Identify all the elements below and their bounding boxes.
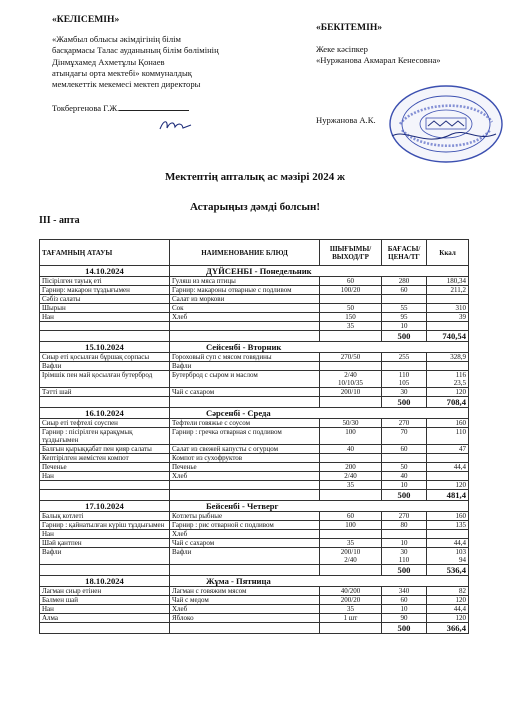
entrepreneur-line-2: «Нуржанова Акмарал Кенесовна»: [316, 55, 441, 66]
kcal-cell: 310: [427, 304, 469, 313]
yield-cell: 150: [320, 313, 382, 322]
total-kcal: 740,54: [427, 331, 469, 342]
table-row: [40, 463, 469, 472]
table-row: [40, 419, 469, 428]
total-kcal: 708,4: [427, 397, 469, 408]
week-label: ІІІ - апта: [39, 215, 80, 226]
table-header-row: [40, 240, 469, 266]
empty-cell: [170, 565, 320, 576]
kcal-cell: 39: [427, 313, 469, 322]
empty-cell: [40, 331, 170, 342]
day-header-row: [40, 576, 469, 587]
col-header-price: БАҒАСЫ/ ЦЕНА/ТГ: [382, 240, 427, 266]
table-row: [40, 286, 469, 295]
yield-cell: 50/30: [320, 419, 382, 428]
price-cell: 340: [382, 587, 427, 596]
dish-name-kz: Гарнир : қайнатылған күріш тұздығымен: [40, 521, 170, 530]
kcal-cell: 120: [427, 614, 469, 623]
yield-cell: 200/10: [320, 388, 382, 397]
price-cell: 280: [382, 277, 427, 286]
yield-cell: 200: [320, 463, 382, 472]
dish-name-kz: Алма: [40, 614, 170, 623]
yield-cell: 35: [320, 539, 382, 548]
approver-line-2: басқармасы Талас ауданының білім бөлімінің: [52, 45, 219, 56]
dish-name-ru: Бутерброд с сыром и маслом: [170, 371, 320, 388]
dish-name-ru: Печенье: [170, 463, 320, 472]
kcal-cell: 180,34: [427, 277, 469, 286]
price-cell: 10: [382, 481, 427, 490]
price-cell: 270: [382, 512, 427, 521]
empty-cell: [40, 565, 170, 576]
day-date: 16.10.2024: [40, 408, 170, 419]
kcal-cell: [427, 472, 469, 481]
table-row: [40, 304, 469, 313]
empty-cell: [40, 623, 170, 634]
price-cell: 30: [382, 388, 427, 397]
day-name: Жұма - Пятница: [170, 576, 469, 587]
empty-cell: [320, 623, 382, 634]
approver-line-5: мемлекеттік мекемесі мектеп директоры: [52, 79, 201, 90]
price-cell: 30 110: [382, 548, 427, 565]
dish-name-kz: Сиыр еті қосылған бұршақ сорпасы: [40, 353, 170, 362]
kcal-cell: [427, 362, 469, 371]
total-kcal: 481,4: [427, 490, 469, 501]
kcal-cell: 110: [427, 428, 469, 445]
dish-name-ru: [170, 481, 320, 490]
approver-line-3: Дінмұхамед Ахметұлы Қонаев: [52, 56, 165, 67]
yield-cell: 40/200: [320, 587, 382, 596]
price-cell: [382, 362, 427, 371]
day-header-row: [40, 501, 469, 512]
dish-name-kz: Гарнир : пісірілген қарақұмық тұздығымен: [40, 428, 170, 445]
price-cell: 70: [382, 428, 427, 445]
table-row: [40, 388, 469, 397]
table-row: [40, 295, 469, 304]
empty-cell: [320, 331, 382, 342]
price-cell: 10: [382, 539, 427, 548]
price-cell: 40: [382, 472, 427, 481]
entrepreneur-line-1: Жеке кәсіпкер: [316, 44, 368, 55]
dish-name-ru: Чай с сахаром: [170, 388, 320, 397]
dish-name-ru: [170, 322, 320, 331]
kcal-cell: 135: [427, 521, 469, 530]
price-cell: [382, 295, 427, 304]
dish-name-kz: Сәбіз салаты: [40, 295, 170, 304]
kcal-cell: 211,2: [427, 286, 469, 295]
dish-name-kz: Нан: [40, 472, 170, 481]
yield-cell: 100: [320, 521, 382, 530]
table-row: [40, 277, 469, 286]
dish-name-ru: Хлеб: [170, 605, 320, 614]
dish-name-ru: Гороховый суп с мясом говядины: [170, 353, 320, 362]
price-cell: 60: [382, 596, 427, 605]
empty-cell: [40, 490, 170, 501]
price-cell: 60: [382, 286, 427, 295]
signature-line-left: [52, 102, 292, 114]
yield-cell: [320, 530, 382, 539]
price-cell: 10: [382, 605, 427, 614]
kcal-cell: 160: [427, 419, 469, 428]
kcal-cell: 44,4: [427, 539, 469, 548]
table-row: [40, 322, 469, 331]
page-title: Мектептің апталық ас мәзірі 2024 ж: [165, 171, 345, 183]
table-row: [40, 521, 469, 530]
empty-cell: [320, 490, 382, 501]
yield-cell: 200/10 2/40: [320, 548, 382, 565]
table-row: [40, 614, 469, 623]
dish-name-ru: Салат из моркови: [170, 295, 320, 304]
yield-cell: 200/20: [320, 596, 382, 605]
kcal-cell: [427, 322, 469, 331]
dish-name-ru: Гарнир: макароны отварные с подливом: [170, 286, 320, 295]
kcal-cell: 47: [427, 445, 469, 454]
yield-cell: 35: [320, 481, 382, 490]
yield-cell: 1 шт: [320, 614, 382, 623]
dish-name-ru: Вафли: [170, 362, 320, 371]
kcal-cell: 103 94: [427, 548, 469, 565]
kcal-cell: 82: [427, 587, 469, 596]
table-row: [40, 428, 469, 445]
yield-cell: 270/50: [320, 353, 382, 362]
empty-cell: [170, 623, 320, 634]
empty-cell: [40, 397, 170, 408]
price-cell: 60: [382, 445, 427, 454]
signatory-name-right: Нуржанова А.К.: [316, 114, 376, 125]
kcal-cell: [427, 295, 469, 304]
price-cell: 10: [382, 322, 427, 331]
day-total-row: [40, 490, 469, 501]
kcal-cell: [427, 454, 469, 463]
total-price: 500: [382, 397, 427, 408]
day-name: Сәрсенбі - Среда: [170, 408, 469, 419]
day-date: 15.10.2024: [40, 342, 170, 353]
dish-name-ru: Сок: [170, 304, 320, 313]
table-row: [40, 512, 469, 521]
dish-name-kz: Вафли: [40, 362, 170, 371]
day-total-row: [40, 623, 469, 634]
empty-cell: [320, 397, 382, 408]
kcal-cell: 160: [427, 512, 469, 521]
kcal-cell: [427, 530, 469, 539]
price-cell: 80: [382, 521, 427, 530]
dish-name-kz: Тәтті шай: [40, 388, 170, 397]
dish-name-kz: [40, 322, 170, 331]
day-date: 14.10.2024: [40, 266, 170, 277]
price-cell: 50: [382, 463, 427, 472]
dish-name-kz: Ірімшік пен май қосылған бутерброд: [40, 371, 170, 388]
approval-title: «КЕЛІСЕМІН»: [52, 14, 120, 25]
dish-name-ru: Хлеб: [170, 313, 320, 322]
price-cell: 255: [382, 353, 427, 362]
kcal-cell: 328,9: [427, 353, 469, 362]
signatory-name: Токбергенова Г.Ж.: [52, 103, 120, 114]
total-price: 500: [382, 565, 427, 576]
yield-cell: 100/20: [320, 286, 382, 295]
dish-name-kz: Нан: [40, 313, 170, 322]
day-total-row: [40, 331, 469, 342]
dish-name-ru: Котлеты рыбные: [170, 512, 320, 521]
yield-cell: 2/40: [320, 472, 382, 481]
col-header-dish-kz: ТАҒАМНЫҢ АТАУЫ: [40, 240, 170, 266]
kcal-cell: 120: [427, 481, 469, 490]
table-row: [40, 454, 469, 463]
yield-cell: [320, 362, 382, 371]
dish-name-kz: Лагман сиыр етінен: [40, 587, 170, 596]
table-row: [40, 313, 469, 322]
dish-name-ru: Гарнир : гречка отварная с подливом: [170, 428, 320, 445]
dish-name-kz: Кептірілген жемістен компот: [40, 454, 170, 463]
kcal-cell: 44,4: [427, 605, 469, 614]
yield-cell: 35: [320, 605, 382, 614]
table-row: [40, 587, 469, 596]
dish-name-kz: Балмен шай: [40, 596, 170, 605]
table-row: [40, 530, 469, 539]
dish-name-ru: Гарнир : рис отварной с подливом: [170, 521, 320, 530]
dish-name-kz: Вафли: [40, 548, 170, 565]
handwritten-signature: [158, 116, 194, 134]
dish-name-ru: Салат из свежей капусты с огурцом: [170, 445, 320, 454]
total-price: 500: [382, 331, 427, 342]
dish-name-ru: Яблоко: [170, 614, 320, 623]
col-header-kcal: Ккал: [427, 240, 469, 266]
total-price: 500: [382, 623, 427, 634]
dish-name-ru: Вафли: [170, 548, 320, 565]
menu-body: [40, 266, 469, 634]
table-row: [40, 596, 469, 605]
table-row: [40, 472, 469, 481]
dish-name-ru: Хлеб: [170, 530, 320, 539]
col-header-yield: ШЫҒЫМЫ/ ВЫХОД/ГР: [320, 240, 382, 266]
approve-title: «БЕКІТЕМІН»: [316, 22, 383, 33]
day-date: 18.10.2024: [40, 576, 170, 587]
yield-cell: 100: [320, 428, 382, 445]
dish-name-kz: Нан: [40, 605, 170, 614]
yield-cell: 60: [320, 512, 382, 521]
price-cell: [382, 454, 427, 463]
price-cell: 270: [382, 419, 427, 428]
price-cell: 110 105: [382, 371, 427, 388]
kcal-cell: 120: [427, 596, 469, 605]
price-cell: 90: [382, 614, 427, 623]
dish-name-kz: Гарнир: макарон тұздығымен: [40, 286, 170, 295]
dish-name-ru: Чай с сахаром: [170, 539, 320, 548]
kcal-cell: 116 23,5: [427, 371, 469, 388]
table-row: [40, 481, 469, 490]
dish-name-kz: Балық котлеті: [40, 512, 170, 521]
menu-table: [39, 239, 469, 634]
day-total-row: [40, 397, 469, 408]
approver-line-4: атындағы орта мектебі» коммуналдық: [52, 67, 192, 78]
day-name: ДҮЙСЕНБІ - Понедельник: [170, 266, 469, 277]
approval-block-left: [52, 14, 292, 114]
empty-cell: [320, 565, 382, 576]
day-date: 17.10.2024: [40, 501, 170, 512]
dish-name-kz: Шырын: [40, 304, 170, 313]
total-kcal: 536,4: [427, 565, 469, 576]
dish-name-kz: Нан: [40, 530, 170, 539]
price-cell: [382, 530, 427, 539]
table-row: [40, 445, 469, 454]
dish-name-kz: Шәй қантпен: [40, 539, 170, 548]
table-row: [40, 362, 469, 371]
day-name: Сейсенбі - Вторник: [170, 342, 469, 353]
page-subtitle: Астарыңыз дәмді болсын!: [189, 201, 321, 213]
dish-name-ru: Компот из сухофруктов: [170, 454, 320, 463]
approver-line-1: «Жамбыл облысы әкімдігінің білім: [52, 34, 181, 45]
table-row: [40, 548, 469, 565]
empty-cell: [170, 490, 320, 501]
yield-cell: 50: [320, 304, 382, 313]
empty-cell: [170, 331, 320, 342]
dish-name-kz: Сиыр еті тефтелі соуспен: [40, 419, 170, 428]
day-header-row: [40, 266, 469, 277]
table-row: [40, 353, 469, 362]
kcal-cell: 120: [427, 388, 469, 397]
dish-name-ru: Лагман с говяжим мясом: [170, 587, 320, 596]
table-row: [40, 605, 469, 614]
yield-cell: [320, 454, 382, 463]
dish-name-kz: Балғын қырыққабат пен қияр салаты: [40, 445, 170, 454]
dish-name-ru: Гуляш из мяса птицы: [170, 277, 320, 286]
price-cell: 55: [382, 304, 427, 313]
yield-cell: 40: [320, 445, 382, 454]
round-stamp: [386, 84, 504, 164]
table-row: [40, 371, 469, 388]
kcal-cell: 44,4: [427, 463, 469, 472]
empty-cell: [170, 397, 320, 408]
price-cell: 95: [382, 313, 427, 322]
day-header-row: [40, 408, 469, 419]
dish-name-kz: Печенье: [40, 463, 170, 472]
dish-name-kz: Пісірілген тауық еті: [40, 277, 170, 286]
day-total-row: [40, 565, 469, 576]
yield-cell: 60: [320, 277, 382, 286]
day-name: Бейсенбі - Четверг: [170, 501, 469, 512]
yield-cell: 35: [320, 322, 382, 331]
table-row: [40, 539, 469, 548]
yield-cell: 2/40 10/10/35: [320, 371, 382, 388]
yield-cell: [320, 295, 382, 304]
dish-name-ru: Хлеб: [170, 472, 320, 481]
dish-name-ru: Тефтели говяжье с соусом: [170, 419, 320, 428]
total-price: 500: [382, 490, 427, 501]
day-header-row: [40, 342, 469, 353]
total-kcal: 366,4: [427, 623, 469, 634]
dish-name-ru: Чай с медом: [170, 596, 320, 605]
col-header-dish-ru: НАИМЕНОВАНИЕ БЛЮД: [170, 240, 320, 266]
dish-name-kz: [40, 481, 170, 490]
